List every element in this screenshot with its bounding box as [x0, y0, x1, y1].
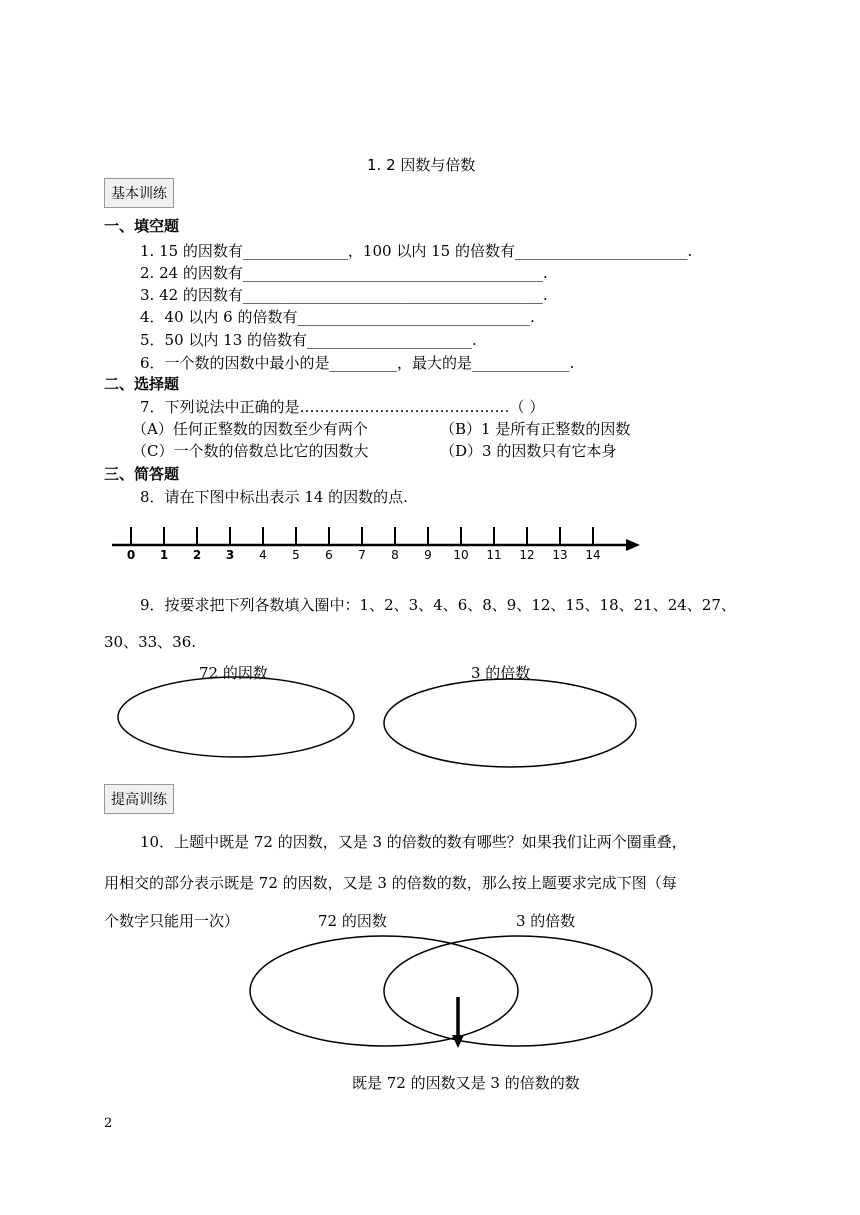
- question-8: 8．请在下图中标出表示 14 的因数的点.: [140, 488, 408, 506]
- page-title: 1. 2 因数与倍数: [367, 156, 476, 174]
- part2-heading: 二、选择题: [104, 375, 180, 393]
- question-10-line1: 10．上题中既是 72 的因数，又是 3 的倍数的数有哪些？如果我们让两个圈重叠，: [140, 833, 687, 851]
- tick-label-7: 7: [358, 548, 366, 562]
- part1-heading: 一、填空题: [104, 217, 180, 235]
- venn-caption: 既是 72 的因数又是 3 的倍数的数: [352, 1074, 580, 1092]
- question-1: 1. 15 的因数有______________，100 以内 15 的倍数有_______________________.: [140, 242, 693, 260]
- tick-label-12: 12: [519, 548, 535, 562]
- section-advanced-label: 提高训练: [104, 784, 174, 814]
- question-10-line2: 用相交的部分表示既是 72 的因数，又是 3 的倍数的数，那么按上题要求完成下图（每: [104, 874, 677, 892]
- label-multiples-3: 3 的倍数: [471, 664, 531, 682]
- tick-label-10: 10: [453, 548, 469, 562]
- tick-label-9: 9: [424, 548, 432, 562]
- question-7: 7．下列说法中正确的是……………………………………（ ）: [140, 398, 545, 416]
- tick-label-8: 8: [391, 548, 399, 562]
- question-3: 3. 42 的因数有________________________________________.: [140, 286, 548, 304]
- part3-heading: 三、简答题: [104, 465, 180, 483]
- question-9-line2: 30、33、36.: [104, 633, 197, 651]
- tick-label-4: 4: [259, 548, 267, 562]
- venn-label-factors-72: 72 的因数: [318, 912, 387, 930]
- tick-label-3: 3: [225, 548, 235, 562]
- tick-label-5: 5: [292, 548, 300, 562]
- option-d: （D）3 的因数只有它本身: [440, 442, 617, 460]
- tick-label-11: 11: [486, 548, 502, 562]
- tick-label-6: 6: [325, 548, 333, 562]
- venn-label-multiples-3: 3 的倍数: [516, 912, 576, 930]
- tick-label-13: 13: [552, 548, 568, 562]
- question-10-line3: 个数字只能用一次）: [104, 912, 240, 930]
- section-basic-label: 基本训练: [104, 178, 174, 208]
- option-c: （C）一个数的倍数总比它的因数大: [132, 442, 369, 460]
- question-9-line1: 9．按要求把下列各数填入圈中：1、2、3、4、6、8、9、12、15、18、21、24、27、: [140, 596, 736, 614]
- page-number: 2: [104, 1116, 113, 1131]
- tick-label-1: 1: [159, 548, 169, 562]
- tick-label-0: 0: [126, 548, 136, 562]
- option-b: （B）1 是所有正整数的因数: [440, 420, 631, 438]
- question-4: 4．40 以内 6 的倍数有_______________________________.: [140, 308, 535, 326]
- question-2: 2. 24 的因数有________________________________________.: [140, 264, 548, 282]
- tick-label-14: 14: [585, 548, 601, 562]
- question-5: 5．50 以内 13 的倍数有______________________.: [140, 331, 477, 349]
- tick-label-2: 2: [192, 548, 202, 562]
- label-factors-72: 72 的因数: [199, 664, 268, 682]
- question-6: 6．一个数的因数中最小的是_________，最大的是_____________.: [140, 354, 575, 372]
- option-a: （A）任何正整数的因数至少有两个: [132, 420, 368, 438]
